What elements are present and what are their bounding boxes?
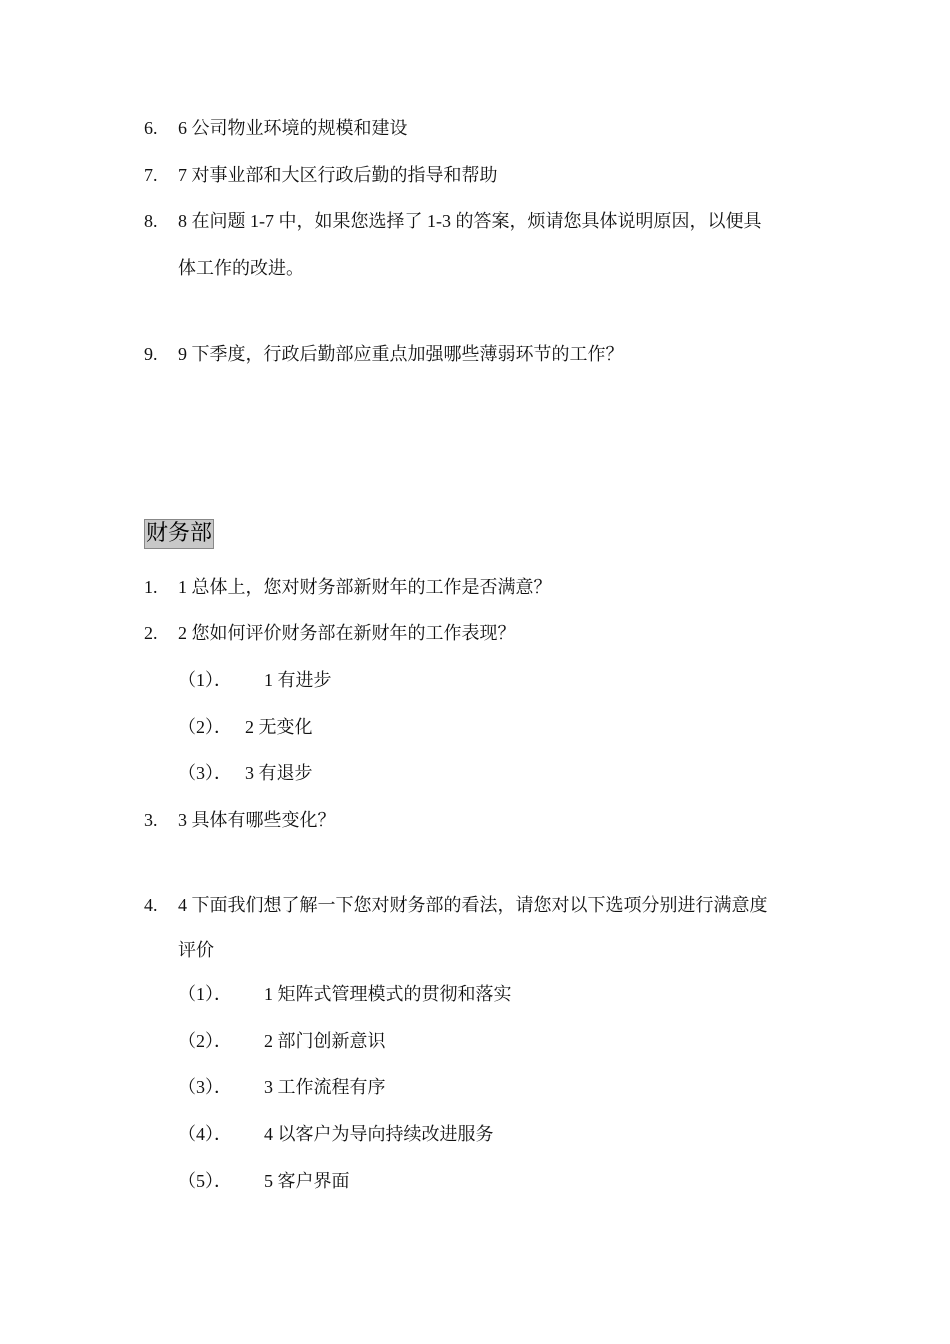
item-number: 3.	[144, 810, 158, 830]
item-text: 2 您如何评价财务部在新财年的工作表现？	[178, 623, 516, 643]
option-number: （1）．	[178, 984, 232, 1004]
option-number: （3）．	[178, 1077, 232, 1097]
item-text: 4 下面我们想了解一下您对财务部的看法，请您对以下选项分别进行满意度	[178, 895, 768, 915]
option-text: 3 有退步	[245, 763, 313, 783]
item-number: 2.	[144, 623, 158, 643]
section-heading-finance: 财务部	[144, 519, 214, 549]
item-number: 9.	[144, 344, 158, 364]
item-text-continuation: 评价	[178, 940, 214, 960]
item-text: 8 在问题 1-7 中，如果您选择了 1-3 的答案，烦请您具体说明原因，以便具	[178, 211, 762, 231]
item-text: 9 下季度，行政后勤部应重点加强哪些薄弱环节的工作？	[178, 344, 624, 364]
option-number: （3）．	[178, 763, 232, 783]
item-text: 6 公司物业环境的规模和建设	[178, 118, 408, 138]
option-text: 5 客户界面	[264, 1171, 350, 1191]
item-text: 7 对事业部和大区行政后勤的指导和帮助	[178, 165, 498, 185]
option-text: 3 工作流程有序	[264, 1077, 386, 1097]
item-text: 3 具体有哪些变化？	[178, 810, 336, 830]
option-text: 1 有进步	[264, 670, 332, 690]
option-text: 2 无变化	[245, 717, 313, 737]
item-number: 8.	[144, 211, 158, 231]
item-text: 1 总体上，您对财务部新财年的工作是否满意？	[178, 577, 552, 597]
item-number: 1.	[144, 577, 158, 597]
item-number: 6.	[144, 118, 158, 138]
option-number: （2）．	[178, 1031, 232, 1051]
item-text-continuation: 体工作的改进。	[178, 258, 304, 278]
option-number: （5）．	[178, 1171, 232, 1191]
option-number: （2）．	[178, 717, 232, 737]
option-number: （1）．	[178, 670, 232, 690]
item-number: 7.	[144, 165, 158, 185]
option-text: 2 部门创新意识	[264, 1031, 386, 1051]
option-text: 4 以客户为导向持续改进服务	[264, 1124, 494, 1144]
option-number: （4）．	[178, 1124, 232, 1144]
option-text: 1 矩阵式管理模式的贯彻和落实	[264, 984, 512, 1004]
item-number: 4.	[144, 895, 158, 915]
